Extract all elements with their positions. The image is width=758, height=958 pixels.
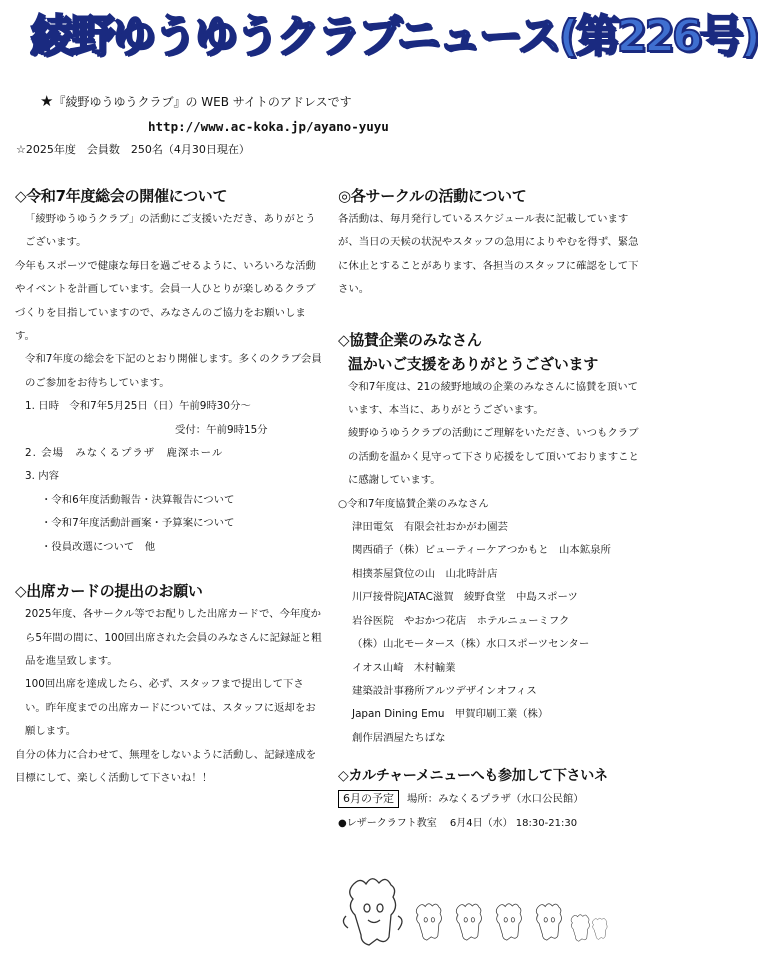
sponsor-list-item: Japan Dining Emu 甲賀印刷工業（株） [352,708,549,721]
culture-heading: ◇カルチャーメニューへも参加して下さいネ [338,768,608,785]
sponsors-heading: ◇協賛企業のみなさん [338,330,482,349]
sponsors-p1: 令和7年度は、21の綾野地域の企業のみなさんに協賛を頂いています、本当に、ありがとうございます。 [348,380,638,417]
website-intro-text: 『綾野ゆうゆうクラブ』の WEB サイトのアドレスです [53,95,352,109]
culture-schedule-row [338,788,640,811]
sponsor-list-item: 建築設計事務所アルツデザインオフィス [352,684,537,697]
page-title: 綾野ゆうゆうクラブニュース(第226号) [30,11,758,62]
right-column [338,184,640,835]
culture-event: ●レザークラフト教室 6月4日（水） 18:30-21:30 [338,817,578,829]
sponsor-list-item: 川戸接骨院JATAC滋賀 綾野食堂 中島スポーツ [352,591,578,604]
sponsor-list-item: 相撲茶屋貸位の山 山北時計店 [352,567,498,580]
general-meeting-p3: 令和7年度の総会を下記のとおり開催します。多くのクラブ会員のご参加をお待ちしています。 [25,353,322,389]
general-meeting-heading: ◇令和7年度総会の開催について [15,187,228,205]
attendance-p1: 2025年度、各サークル等でお配りした出席カードで、今年度から5年間の間に、100回出席された会員のみなさんに記録証と粗品を進呈致します。 [25,608,322,667]
circles-heading: ◎各サークルの活動について [338,187,527,205]
sponsor-list-item: （株）山北モータース（株）水口スポーツセンター [352,638,590,651]
meeting-sub-item: ・令和6年度活動報告・決算報告について [41,493,235,506]
sponsor-list-title: ○令和7年度協賛企業のみなさん [338,497,489,510]
attendance-heading: ◇出席カードの提出のお願い [15,582,203,601]
mascot-illustration [342,872,612,952]
circles-p1: 各活動は、毎月発行しているスケジュール表に記載していますが、当日の天候の状況やスタッフの急用によりやむを得ず、緊急に休止とすることがあります、各担当のスタッフに確認をして下さい。 [338,213,639,296]
sponsor-list-item: 岩谷医院 やおかつ花店 ホテルニューミフク [352,614,570,627]
star-icon: ★ [40,92,54,110]
sponsors-subheading: 温かいご支援をありがとうございます [348,354,598,373]
meeting-item-content: 3. 内容 [25,470,59,483]
meeting-sub-item: ・役員改選について 他 [41,540,156,553]
sponsor-list-item: イオス山崎 木村輸業 [352,661,456,674]
sponsor-list-item: 津田電気 有限会社おかがわ園芸 [352,521,508,534]
website-intro [40,92,352,110]
attendance-p3: 自分の体力に合わせて、無理をしないように活動し、記録達成を目標にして、楽しく活動して下さいね！！ [15,748,317,784]
sponsors-p2: 綾野ゆうゆうクラブの活動にご理解をいただき、いつもクラブの活動を温かく見守って下さり応援をして頂いておりますことに感謝しています。 [348,427,639,487]
meeting-item-datetime: 1. 日時 令和7年5月25日（日）午前9時30分～ [25,400,251,413]
general-meeting-p1: 「綾野ゆうゆうクラブ」の活動にご支援いただき、ありがとうございます。 [25,213,316,249]
sponsor-list-item: 創作居酒屋たちばな [352,731,446,744]
website-url[interactable]: http://www.ac-koka.jp/ayano-yuyu [148,119,389,134]
meeting-sub-item: ・令和7年度活動計画案・予算案について [41,517,235,530]
left-column [15,184,323,790]
month-label-box: 6月の予定 [338,790,399,808]
meeting-item-reception: 受付：午前9時15分 [175,423,268,436]
member-count: ☆2025年度 会員数 250名（4月30日現在） [16,143,250,156]
meeting-item-venue: 2. 会場 みなくるプラザ 鹿深ホール [25,447,224,460]
general-meeting-p2: 今年もスポーツで健康な毎日を過ごせるように、いろいろな活動やイベントを計画しています。会員一人ひとりが楽しめるクラブづくりを目指していますので、みなさんのご協力をお願いします。 [15,259,316,343]
attendance-p2: 100回出席を達成したら、必ず、スタッフまで提出して下さい。昨年度までの出席カードについては、スタッフに返却をお願します。 [25,678,316,738]
culture-venue: 場所：みなくるプラザ（水口公民館） [407,793,584,806]
sponsor-list-item: 関西硝子（株）ビューティーケアつかもと 山本鉱泉所 [352,544,611,557]
